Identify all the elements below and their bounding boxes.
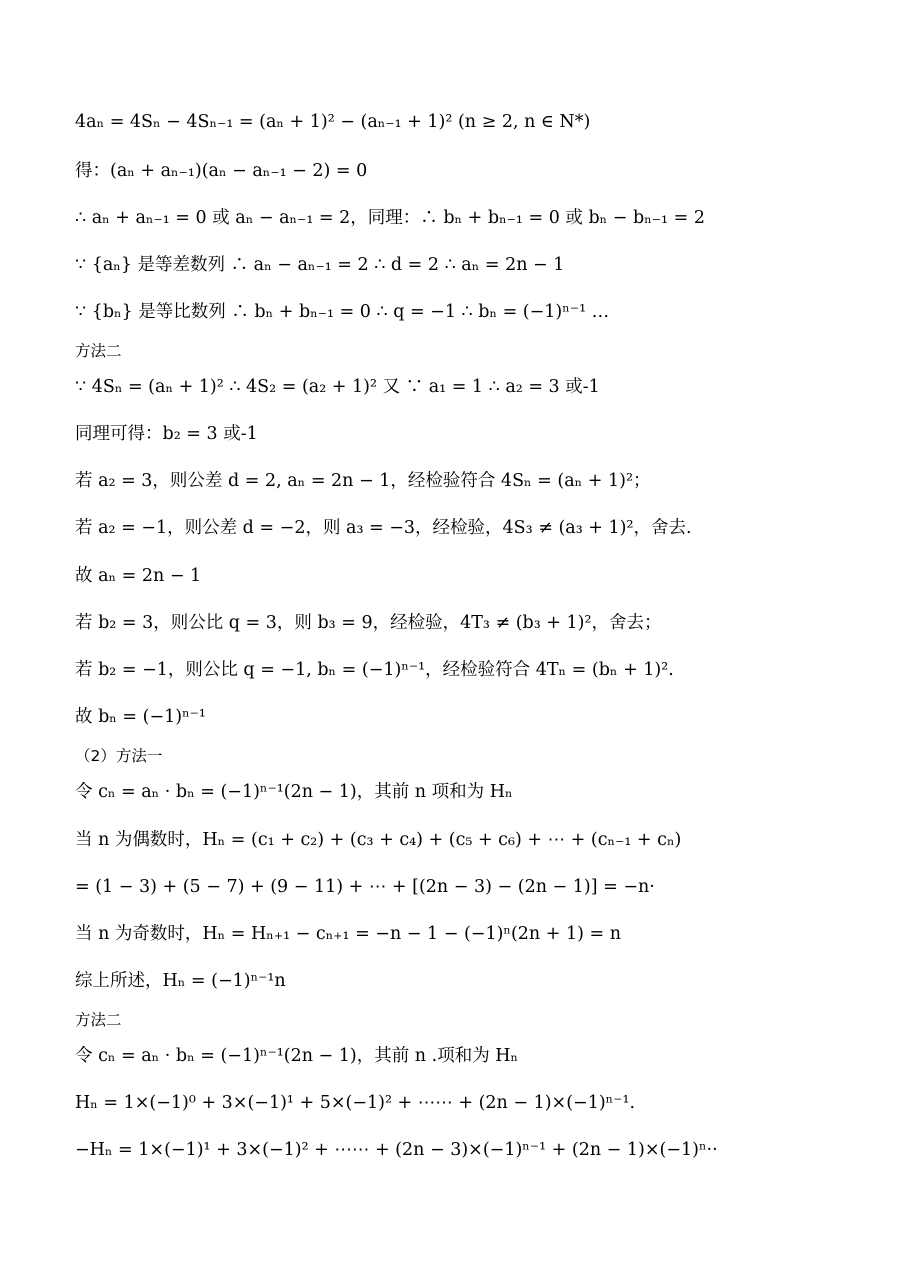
- equation-line-odd-case: 当 n 为奇数时，Hₙ = Hₙ₊₁ − cₙ₊₁ = −n − 1 − (−1)ⁿ(2n + 1) = n: [75, 924, 622, 944]
- equation-line-case-a2-3: 若 a₂ = 3，则公差 d = 2, aₙ = 2n − 1，经检验符合 4Sₙ = (aₙ + 1)²；: [75, 471, 651, 491]
- equation-line-hn-expansion: Hₙ = 1×(−1)⁰ + 3×(−1)¹ + 5×(−1)² + ⋯⋯ + (2n − 1)×(−1)ⁿ⁻¹.: [75, 1093, 636, 1113]
- equation-line-an-result: 故 aₙ = 2n − 1: [75, 566, 202, 586]
- equation-line-bn-result: 故 bₙ = (−1)ⁿ⁻¹: [75, 707, 206, 727]
- section-heading-method-two-b: 方法二: [75, 1011, 122, 1029]
- equation-line-arithmetic: ∵ {aₙ} 是等差数列 ∴ aₙ − aₙ₋₁ = 2 ∴ d = 2 ∴ aₙ = 2n − 1: [75, 255, 565, 275]
- section-heading-method-two: 方法二: [75, 342, 122, 360]
- equation-line-even-case: 当 n 为偶数时，Hₙ = (c₁ + c₂) + (c₃ + c₄) + (c₅ + c₆) + ⋯ + (cₙ₋₁ + cₙ): [75, 830, 682, 850]
- equation-line-geometric: ∵ {bₙ} 是等比数列 ∴ bₙ + bₙ₋₁ = 0 ∴ q = −1 ∴ bₙ = (−1)ⁿ⁻¹ …: [75, 302, 610, 322]
- equation-line-case-b2-neg1: 若 b₂ = −1，则公比 q = −1, bₙ = (−1)ⁿ⁻¹，经检验符合 4Tₙ = (bₙ + 1)².: [75, 660, 674, 680]
- equation-line-factored: 得：(aₙ + aₙ₋₁)(aₙ − aₙ₋₁ − 2) = 0: [75, 161, 368, 181]
- equation-line-a2: ∵ 4Sₙ = (aₙ + 1)² ∴ 4S₂ = (a₂ + 1)² 又 ∵ a₁ = 1 ∴ a₂ = 3 或-1: [75, 377, 600, 397]
- equation-line-cn-def: 令 cₙ = aₙ · bₙ = (−1)ⁿ⁻¹(2n − 1)，其前 n 项和为 Hₙ: [75, 782, 513, 802]
- equation-line-cn-def-2: 令 cₙ = aₙ · bₙ = (−1)ⁿ⁻¹(2n − 1)，其前 n .项和为 Hₙ: [75, 1046, 519, 1066]
- equation-line-case-b2-3: 若 b₂ = 3，则公比 q = 3，则 b₃ = 9，经检验，4T₃ ≠ (b₃ + 1)²，舍去；: [75, 613, 662, 633]
- equation-line-cases: ∴ aₙ + aₙ₋₁ = 0 或 aₙ − aₙ₋₁ = 2，同理：∴ bₙ + bₙ₋₁ = 0 或 bₙ − bₙ₋₁ = 2: [75, 208, 705, 228]
- equation-line-case-a2-neg1: 若 a₂ = −1，则公差 d = −2，则 a₃ = −3，经检验，4S₃ ≠ (a₃ + 1)²，舍去.: [75, 518, 692, 538]
- equation-line-even-sum: = (1 − 3) + (5 − 7) + (9 − 11) + ⋯ + [(2n − 3) − (2n − 1)] = −n·: [75, 877, 655, 897]
- equation-line-recurrence: 4aₙ = 4Sₙ − 4Sₙ₋₁ = (aₙ + 1)² − (aₙ₋₁ + 1)² (n ≥ 2, n ∈ N*): [75, 112, 591, 132]
- section-heading-part-two: （2）方法一: [75, 747, 163, 765]
- equation-line-conclusion: 综上所述，Hₙ = (−1)ⁿ⁻¹n: [75, 971, 286, 991]
- equation-line-b2: 同理可得：b₂ = 3 或-1: [75, 424, 258, 444]
- equation-line-neg-hn-expansion: −Hₙ = 1×(−1)¹ + 3×(−1)² + ⋯⋯ + (2n − 3)×(−1)ⁿ⁻¹ + (2n − 1)×(−1)ⁿ··: [75, 1140, 718, 1160]
